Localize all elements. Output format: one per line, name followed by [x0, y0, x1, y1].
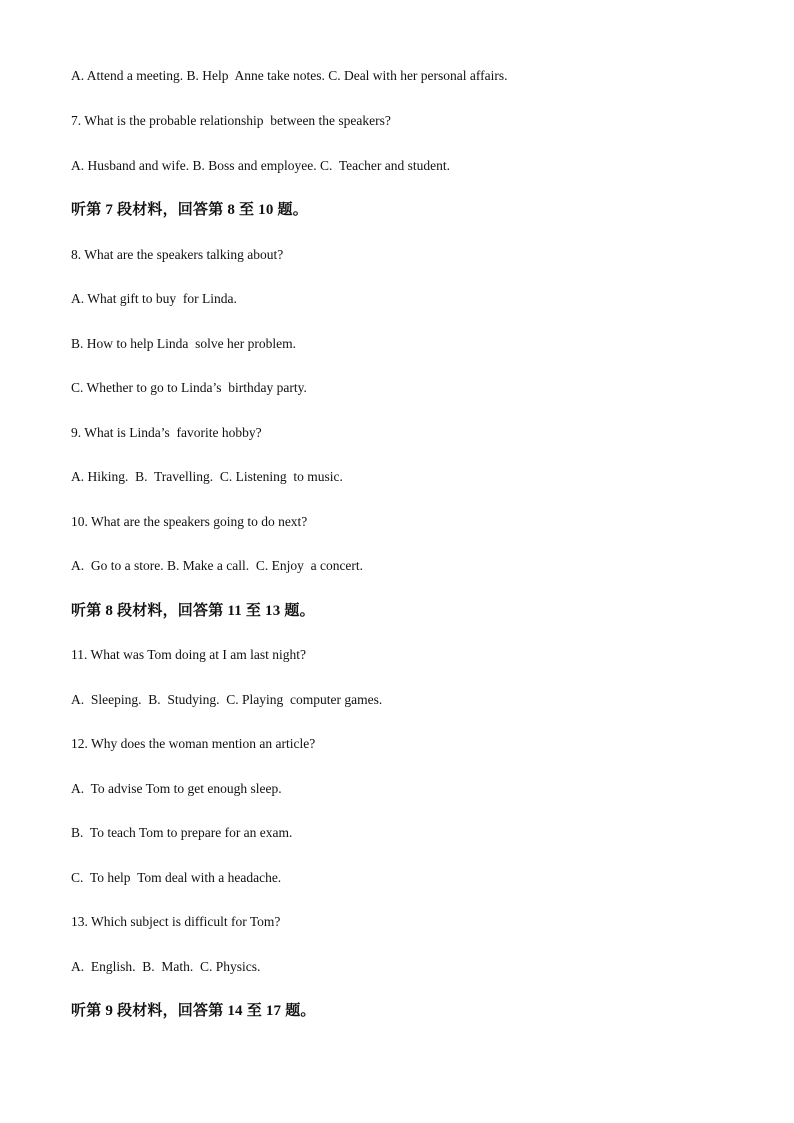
q6-options: A. Attend a meeting. B. Help Anne take notes. C. Deal with her personal affairs. — [71, 68, 508, 83]
question-12: 12. Why does the woman mention an article? — [71, 736, 316, 751]
q12-option-c: C. To help Tom deal with a headache. — [71, 870, 282, 885]
q12-option-b: B. To teach Tom to prepare for an exam. — [71, 825, 293, 840]
q11-options: A. Sleeping. B. Studying. C. Playing computer games. — [71, 692, 383, 707]
section-heading-9: 听第 9 段材料，回答第 14 至 17 题。 — [71, 1003, 316, 1019]
q8-option-c: C. Whether to go to Linda’s birthday party. — [71, 380, 307, 395]
q8-option-b: B. How to help Linda solve her problem. — [71, 336, 296, 351]
q7-options: A. Husband and wife. B. Boss and employee. C. Teacher and student. — [71, 158, 450, 173]
q12-option-a: A. To advise Tom to get enough sleep. — [71, 781, 282, 796]
q13-options: A. English. B. Math. C. Physics. — [71, 959, 261, 974]
q8-option-a: A. What gift to buy for Linda. — [71, 291, 237, 306]
question-8: 8. What are the speakers talking about? — [71, 247, 284, 262]
q10-options: A. Go to a store. B. Make a call. C. Enjoy a concert. — [71, 558, 364, 573]
question-13: 13. Which subject is difficult for Tom? — [71, 914, 281, 929]
q9-options: A. Hiking. B. Travelling. C. Listening to music. — [71, 469, 343, 484]
question-7: 7. What is the probable relationship between the speakers? — [71, 113, 391, 128]
question-10: 10. What are the speakers going to do next? — [71, 514, 308, 529]
question-11: 11. What was Tom doing at I am last night? — [71, 647, 307, 662]
question-9: 9. What is Linda’s favorite hobby? — [71, 425, 262, 440]
section-heading-7: 听第 7 段材料，回答第 8 至 10 题。 — [71, 202, 308, 218]
section-heading-8: 听第 8 段材料，回答第 11 至 13 题。 — [71, 603, 315, 619]
